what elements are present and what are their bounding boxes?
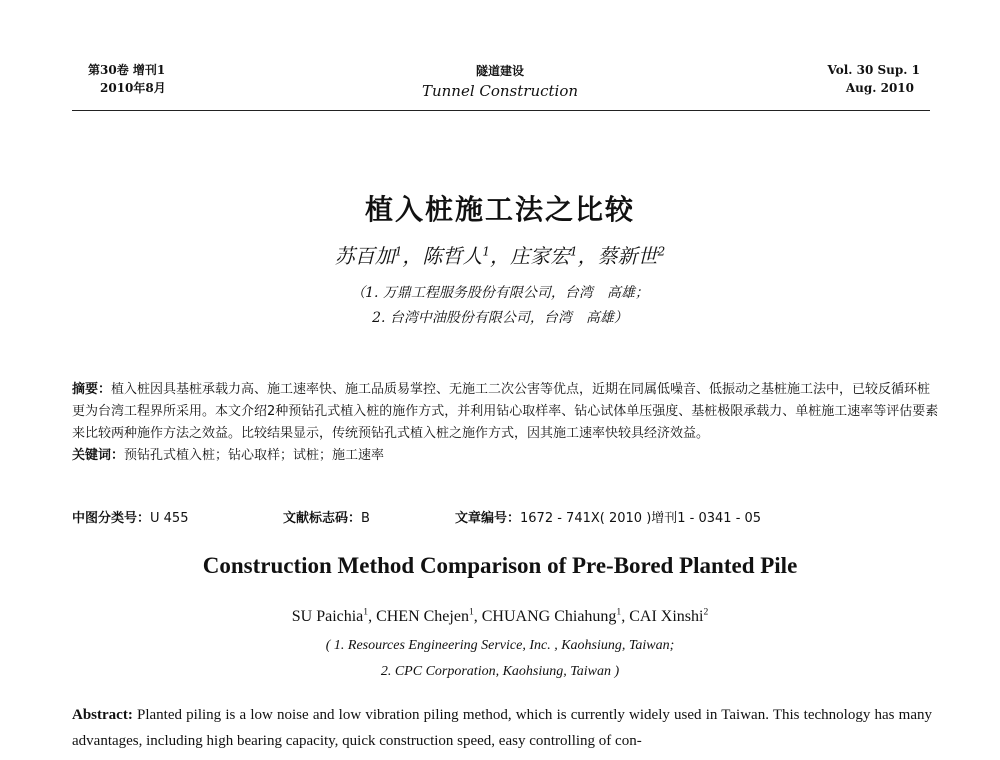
article-label: 文章编号：	[455, 511, 521, 526]
abstract-cn-label: 摘要：	[72, 382, 112, 397]
journal-name-cn: 隧道建设	[475, 64, 524, 78]
paper-title-en: Construction Method Comparison of Pre-Bored Planted Pile	[202, 553, 798, 578]
author-sup: 1	[468, 606, 474, 618]
journal-volume-en: Vol. 30 Sup. 1	[827, 63, 920, 77]
author-cn: 陈哲人	[422, 244, 483, 268]
affiliation-cn-2: 2. 台湾中油股份有限公司，台湾 高雄）	[372, 310, 628, 326]
keywords-cn-text: 预钻孔式植入桩；钻心取样；试桩；施工速率	[124, 448, 385, 463]
article-value: 1672 - 741X( 2010 )增刊1 - 0341 - 05	[520, 511, 762, 526]
author-sup: 1	[570, 244, 578, 259]
clc-number	[72, 507, 188, 526]
affiliation-en-2: 2. CPC Corporation, Kaohsiung, Taiwan )	[380, 664, 620, 679]
author-sup: 1	[394, 244, 403, 259]
author-cn: 苏百加	[334, 244, 395, 268]
author-sup: 2	[703, 606, 709, 618]
author-sup: 1	[616, 606, 622, 618]
journal-date-cn: 2010年8月	[100, 81, 166, 95]
clc-value: U 455	[150, 511, 189, 526]
header-rule	[72, 110, 930, 111]
journal-date-en: Aug. 2010	[845, 81, 914, 95]
abstract-en-label: Abstract:	[72, 707, 133, 723]
paper-title-cn: 植入桩施工法之比较	[364, 193, 635, 226]
article-number	[455, 507, 761, 526]
doc-value: B	[361, 511, 370, 526]
clc-label: 中图分类号：	[72, 511, 151, 526]
author-en: SU Paichia	[291, 608, 364, 625]
author-sup: 1	[363, 606, 369, 618]
affiliation-en-1: ( 1. Resources Engineering Service, Inc. , Kaohsiung, Taiwan;	[325, 638, 675, 653]
author-sup: 2	[657, 244, 666, 259]
journal-volume-cn: 第30卷 增刊1	[88, 63, 166, 77]
document-code	[283, 507, 370, 526]
authors-cn: 苏百加$^1$，陈哲人$^1$，庄家宏$^1$，蔡新世$^2$	[334, 244, 666, 268]
author-sup: 1	[482, 244, 490, 259]
author-en: CHEN Chejen	[376, 608, 469, 625]
journal-name-en: Tunnel Construction	[421, 82, 579, 100]
abstract-cn-text: 植入桩因具基桩承载力高、施工速率快、施工品质易掌控、无施工二次公害等优点，近期在同属低噪音、低振动之基桩施工法中，已较反循环桩更为台湾工程界所采用。本文介绍2种预钻孔式植入桩的施作方式，并利用钻心取样率、钻心试体单压强度、基桩极限承载力、单桩施工速率等评估要素来比较两种施作方法之效益。比较结果显示，传统预钻孔式植入桩之施作方式，因其施工速率快较具经济效益。	[72, 382, 939, 441]
abstract-cn-body	[72, 379, 942, 445]
authors-en: SU Paichia$^1$, CHEN Chejen$^1$, CHUANG Chiahung$^1$, CAI Xinshi$^2$	[291, 606, 709, 625]
abstract-en	[72, 702, 932, 754]
affiliation-cn-1: （1. 万鼎工程服务股份有限公司，台湾 高雄；	[351, 285, 649, 301]
author-en: CHUANG Chiahung	[481, 608, 617, 625]
doc-label: 文献标志码：	[283, 511, 362, 526]
author-cn: 蔡新世	[597, 244, 658, 268]
keywords-cn-label: 关键词：	[72, 448, 125, 463]
author-cn: 庄家宏	[510, 244, 570, 268]
keywords-cn	[72, 445, 942, 467]
author-en: CAI Xinshi	[629, 608, 704, 625]
abstract-cn	[72, 379, 942, 467]
abstract-en-text: Planted piling is a low noise and low vibration piling method, which is currently widely used in Taiwan. This technology has many advantages, including high bearing capacity, quick construction speed, easy controlling of con-	[72, 707, 932, 749]
